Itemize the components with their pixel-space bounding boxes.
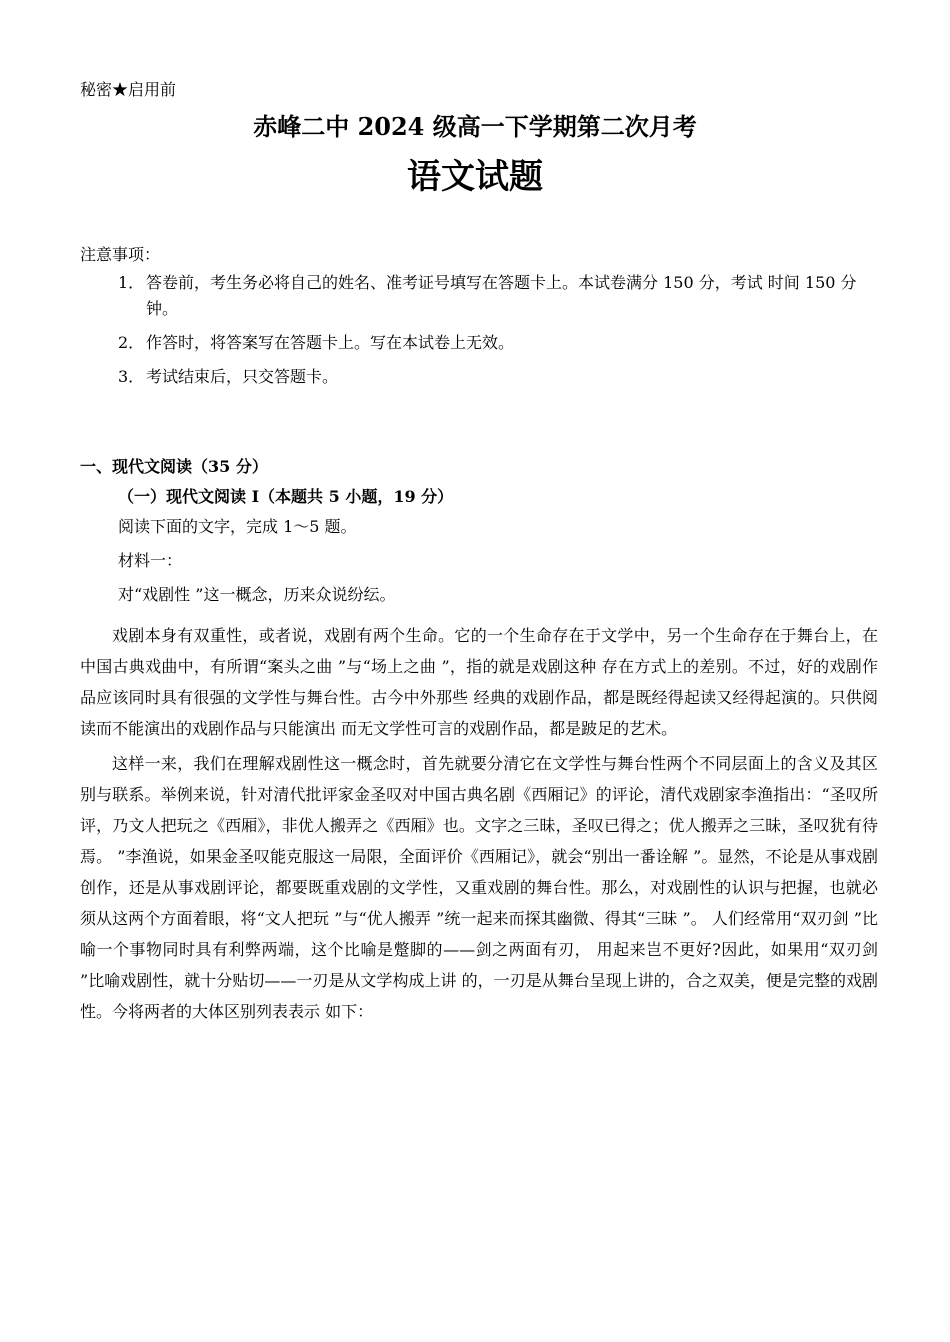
material-label: 材料一： <box>118 551 183 570</box>
secret-label: 秘密★启用前 <box>80 80 177 99</box>
notice-item <box>118 330 863 356</box>
material-paragraph: 这样一来，我们在理解戏剧性这一概念时，首先就要分清它在文学性与舞台性两个不同层面上的含义及其区别与联系。举例来说，针对清代批评家金圣叹对中国古典名剧《西厢记》的评论，清代戏剧家李渔指出：“圣叹所评，乃文人把玩之《西厢》，非优人搬弄之《西厢》也。文字之三昧，圣叹已得之；优人搬弄之三昧，圣叹犹有待焉。 ”李渔说，如果金圣叹能克服这一局限，全面评价《西厢记》，就会“别出一番诠解 ”。显然，不论是从事戏剧创作，还是从事戏剧评论，都要既重戏剧的文学性，又重戏剧的舞台性。那么，对戏剧性的认识与把握，也就必须从这两个方面着眼，将“文人把玩 ”与“优人搬弄 ”统一起来而探其幽微、得其“三昧 ”。 人们经常用“双刃剑 ”比喻一个事物同时具有利弊两端，这个比喻是蹩脚的——剑之两面有刃， 用起来岂不更好?因此，如果用“双刃剑 ”比喻戏剧性，就十分贴切——一刃是从文学构成上讲 的，一刃是从舞台呈现上讲的，合之双美，便是完整的戏剧性。今将两者的大体区别列表表示 如下： <box>80 754 878 1021</box>
material-paragraph: 戏剧本身有双重性，或者说，戏剧有两个生命。它的一个生命存在于文学中，另一个生命存在于舞台上，在中国古典戏曲中，有所谓“案头之曲 ”与“场上之曲 ”，指的就是戏剧这种 存在方式上的差别。不过，好的戏剧作品应该同时具有很强的文学性与舞台性。古今中外那些 经典的戏剧作品，都是既经得起读又经得起演的。只供阅读而不能演出的戏剧作品与只能演出 而无文学性可言的戏剧作品，都是跛足的艺术。 <box>80 626 878 738</box>
notice-heading: 注意事项： <box>80 245 161 264</box>
notice-item-number: 3． <box>118 367 145 386</box>
notice-item-text: 考试结束后，只交答题卡。 <box>146 367 339 386</box>
notice-item-text: 作答时，将答案写在答题卡上。写在本试卷上无效。 <box>146 333 515 352</box>
reading-instruction: 阅读下面的文字，完成 1～5 题。 <box>118 517 357 536</box>
subsection-heading: （一）现代文阅读 Ⅰ（本题共 5 小题，19 分） <box>118 487 454 506</box>
subject-title: 语文试题 <box>407 157 543 197</box>
section-heading: 一、现代文阅读（35 分） <box>80 457 268 476</box>
notice-item-text: 答卷前，考生务必将自己的姓名、准考证号填写在答题卡上。本试卷满分 150 分，考试 时间 150 分钟。 <box>146 273 857 318</box>
notice-item <box>118 270 863 322</box>
notice-list <box>118 270 863 398</box>
exam-title: 赤峰二中 2024 级高一下学期第二次月考 <box>253 112 697 141</box>
material-first-line: 对“戏剧性 ”这一概念，历来众说纷纭。 <box>118 585 396 604</box>
notice-item <box>118 364 863 390</box>
material-body <box>80 620 878 1031</box>
notice-item-number: 2． <box>118 333 145 352</box>
notice-item-number: 1． <box>118 273 145 292</box>
